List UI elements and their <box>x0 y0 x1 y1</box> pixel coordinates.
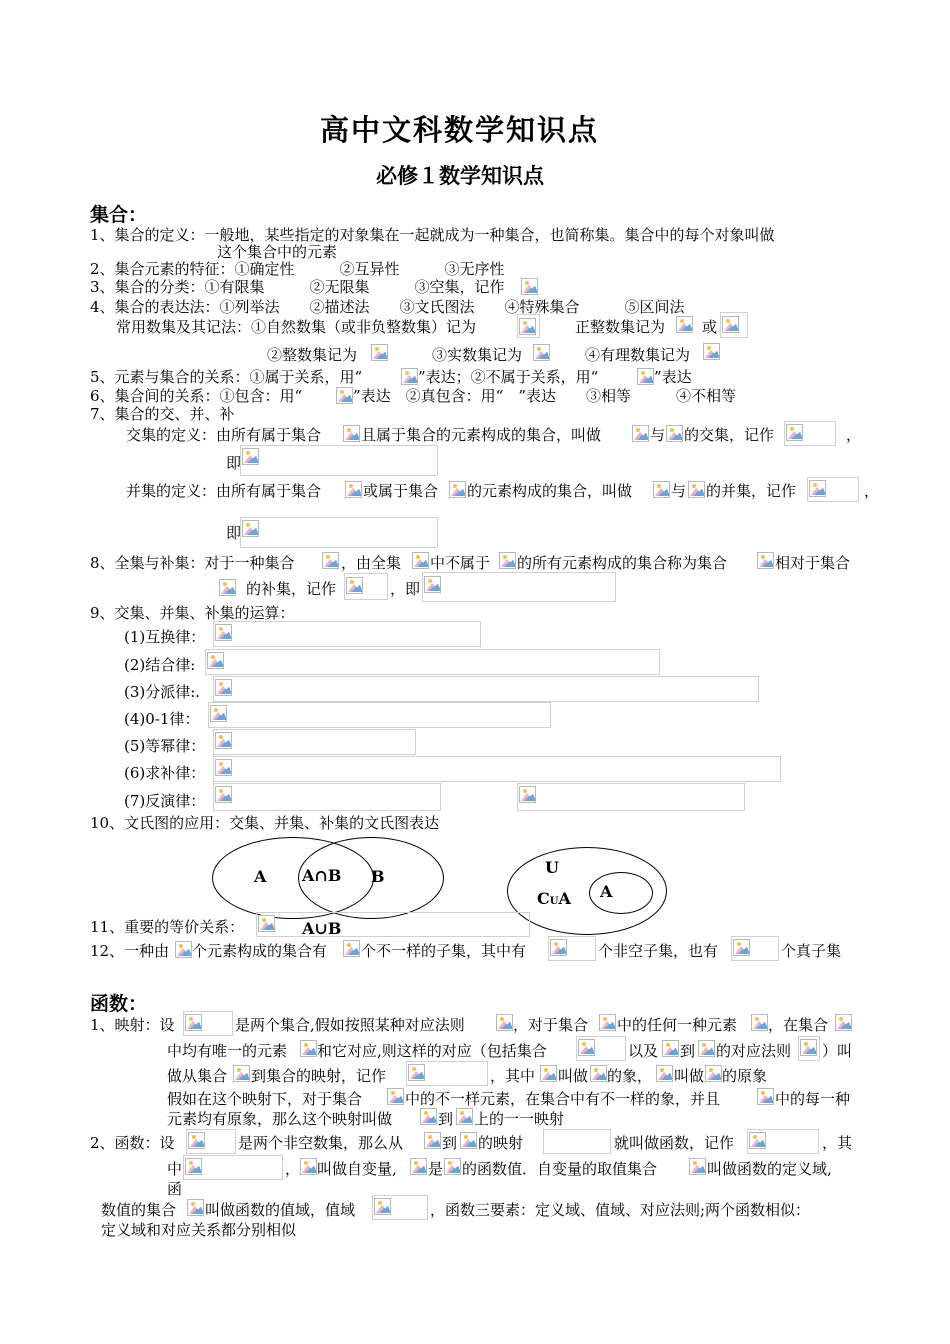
function-3a: 数值的集合 <box>101 1201 177 1219</box>
mapping-3d: 叫做 <box>558 1067 589 1085</box>
line-1-cont: 这个集合中的元素 <box>217 243 338 261</box>
formula-image-icon <box>499 552 516 569</box>
line-8-part1: 8、全集与补集：对于一种集合 <box>90 554 295 572</box>
formula-image-icon <box>387 1088 404 1105</box>
union-def-6: ， <box>864 482 880 500</box>
line-4-or: 或 <box>702 318 718 336</box>
formula-image-icon <box>688 481 705 498</box>
formula-image-icon <box>449 481 466 498</box>
formula-image-icon <box>496 1014 513 1031</box>
line-7: 7、集合的交、并、补 <box>90 405 235 423</box>
formula-box <box>784 421 836 446</box>
line-9: 9、交集、并集、补集的运算： <box>90 604 295 622</box>
line-10: 10、文氏图的应用：交集、并集、补集的文氏图表达 <box>90 814 440 832</box>
formula-image-icon <box>590 1065 607 1082</box>
function-1b: 是两个非空数集，那么从 <box>238 1134 404 1152</box>
formula-image-icon <box>300 1158 317 1175</box>
law-zero-one: (4)0-1律： <box>124 710 200 728</box>
function-1c: 到 <box>442 1134 458 1152</box>
intersection-def-6: 即 <box>226 454 242 472</box>
formula-image-icon <box>219 579 236 596</box>
formula-image-icon <box>632 425 649 442</box>
mapping-1c: ，对于集合 <box>513 1016 589 1034</box>
mapping-2e: 的对应法则 <box>716 1042 792 1060</box>
formula-image-icon <box>233 1065 250 1082</box>
formula-image-icon <box>412 552 429 569</box>
formula-box <box>576 1036 626 1061</box>
formula-image-icon <box>540 1065 557 1082</box>
line-8-part4: 的所有元素构成的集合称为集合 <box>517 554 728 572</box>
formula-image-icon <box>835 1014 852 1031</box>
mapping-4c: 中的每一种 <box>775 1090 851 1108</box>
line-4-integers: ②整数集记为 <box>267 346 358 364</box>
formula-image-icon <box>637 368 654 385</box>
line-11: 11、重要的等价关系： <box>90 918 245 936</box>
function-2g: 函 <box>167 1180 183 1198</box>
formula-image-icon <box>343 425 360 442</box>
formula-image-icon <box>757 1088 774 1105</box>
formula-box <box>747 1129 819 1154</box>
line-8-part3: 中不属于 <box>430 554 491 572</box>
line-3: 3、集合的分类：①有限集 ②无限集 ③空集，记作 <box>90 278 505 296</box>
line-5-part1: 5、元素与集合的关系：①属于关系，用“ <box>90 368 363 386</box>
line-12-part2: 个元素构成的集合有 <box>192 942 328 960</box>
formula-image-icon <box>666 425 683 442</box>
mapping-2c: 以及 <box>628 1042 659 1060</box>
formula-image-icon <box>533 344 550 361</box>
mapping-4b: 中的不一样元素，在集合中有不一样的象，并且 <box>405 1090 721 1108</box>
mapping-4a: 假如在这个映射下，对于集合 <box>167 1090 363 1108</box>
mapping-5b: 到 <box>438 1110 454 1128</box>
function-2e: 的函数值．自变量的取值集合 <box>462 1160 658 1178</box>
formula-image-icon <box>751 1014 768 1031</box>
mapping-3g: 的原象 <box>722 1067 768 1085</box>
mapping-1b: 是两个集合,假如按照某种对应法则 <box>235 1016 465 1034</box>
formula-box <box>372 1195 428 1220</box>
mapping-3c: ，其中 <box>490 1067 536 1085</box>
law-idempotent: (5)等幂律： <box>124 737 206 755</box>
line-12-part1: 12、一种由 <box>90 942 170 960</box>
venn-subset-a <box>589 872 653 914</box>
law-commutative: (1)互换律： <box>124 628 206 646</box>
function-1e: 就叫做函数，记作 <box>614 1134 735 1152</box>
line-4-reals: ③实数集记为 <box>432 346 523 364</box>
mapping-3a: 做从集合 <box>167 1067 228 1085</box>
formula-image-icon <box>424 1132 441 1149</box>
union-def-3: 的元素构成的集合，叫做 <box>467 482 633 500</box>
mapping-1e: ，在集合 <box>768 1016 829 1034</box>
line-4: 4、集合的表达法：①列举法 ②描述法 ③文氏图法 ④特殊集合 ⑤区间法 <box>90 298 685 316</box>
formula-box <box>213 756 781 782</box>
intersection-def-5: ， <box>846 426 862 444</box>
formula-image-icon <box>698 1040 715 1057</box>
formula-box <box>213 676 759 702</box>
formula-box <box>183 1011 233 1036</box>
mapping-3b: 到集合的映射，记作 <box>251 1067 387 1085</box>
line-5-part3: ”表达 <box>654 368 692 386</box>
formula-image-icon <box>456 1108 473 1125</box>
venn-label-complement: CUA <box>537 889 571 908</box>
page-subtitle: 必修１数学知识点 <box>376 163 544 188</box>
intersection-def-3: 与 <box>650 426 666 444</box>
formula-image-icon <box>371 344 388 361</box>
line-5-part2: ”表达；②不属于关系，用“ <box>418 368 599 386</box>
function-2f: 叫做函数的定义域, <box>707 1160 832 1178</box>
formula-image-icon <box>187 1199 204 1216</box>
mapping-5a: 元素均有原象，那么这个映射叫做 <box>167 1110 393 1128</box>
line-8-part2: ，由全集 <box>341 554 402 572</box>
formula-box <box>517 314 540 338</box>
formula-image-icon <box>521 278 538 295</box>
formula-image-icon <box>703 343 720 360</box>
line-2: 2、集合元素的特征：①确定性 ②互异性 ③无序性 <box>90 260 505 278</box>
union-def-5: 的并集，记作 <box>706 482 797 500</box>
formula-image-icon <box>676 316 693 333</box>
line-12-part3: 个不一样的子集，其中有 <box>361 942 527 960</box>
formula-box <box>208 702 551 728</box>
formula-box <box>256 912 530 937</box>
section-heading-function: 函数： <box>90 993 148 1015</box>
line-8-part7: ，即 <box>390 580 421 598</box>
function-2a: 中 <box>167 1160 183 1178</box>
formula-box <box>517 783 745 811</box>
line-6-part2: ”表达 ②真包含：用“ ”表达 ③相等 ④不相等 <box>353 387 737 405</box>
formula-image-icon <box>705 1065 722 1082</box>
function-1f: ，其 <box>822 1134 853 1152</box>
formula-box <box>240 445 438 476</box>
line-4-rationals: ④有理数集记为 <box>585 346 691 364</box>
formula-box <box>240 517 438 548</box>
formula-box <box>406 1061 488 1086</box>
formula-image-icon <box>599 1014 616 1031</box>
mapping-1a: 1、映射：设 <box>90 1016 175 1034</box>
formula-image-icon <box>689 1158 706 1175</box>
page-title: 高中文科数学知识点 <box>320 113 600 147</box>
formula-box <box>205 649 660 675</box>
line-4-positive: 正整数集记为 <box>575 318 666 336</box>
venn-label-a: A <box>254 867 267 886</box>
line-12-part5: 个真子集 <box>781 942 842 960</box>
mapping-2f: ）叫 <box>822 1042 853 1060</box>
formula-box <box>183 1155 283 1180</box>
formula-image-icon <box>662 1040 679 1057</box>
formula-box <box>807 477 859 502</box>
function-3b: 叫做函数的值域，值域 <box>205 1201 356 1219</box>
formula-image-icon <box>175 941 192 958</box>
formula-image-icon <box>420 1108 437 1125</box>
intersection-def-4: 的交集，记作 <box>684 426 775 444</box>
formula-image-icon <box>343 940 360 957</box>
venn-label-intersection: A∩B <box>302 866 342 885</box>
formula-box <box>213 621 481 647</box>
law-associative: (2)结合律: <box>124 656 196 674</box>
venn-label-a-inner: A <box>600 882 613 901</box>
mapping-3e: 的象， <box>607 1067 653 1085</box>
line-4-numsets: 常用数集及其记法：①自然数集（或非负整数集）记为 <box>116 318 477 336</box>
formula-box <box>422 572 616 602</box>
mapping-5c: 上的一一映射 <box>474 1110 565 1128</box>
line-8-part6: 的补集，记作 <box>246 580 337 598</box>
formula-box <box>213 729 416 755</box>
mapping-1d: 中的任何一种元素 <box>617 1016 738 1034</box>
formula-image-icon <box>345 481 362 498</box>
formula-box <box>344 573 388 600</box>
union-def-7: 即 <box>226 524 242 542</box>
function-3c: ，函数三要素：定义域、值域、对应法则;两个函数相似： <box>430 1201 811 1219</box>
function-2d: 是 <box>428 1160 444 1178</box>
formula-image-icon <box>410 1158 427 1175</box>
formula-image-icon <box>322 552 339 569</box>
union-def-1: 并集的定义：由所有属于集合 <box>126 482 322 500</box>
formula-image-icon <box>401 368 418 385</box>
formula-image-icon <box>653 481 670 498</box>
formula-image-icon <box>460 1132 477 1149</box>
function-1a: 2、函数：设 <box>90 1134 175 1152</box>
mapping-3f: 叫做 <box>674 1067 705 1085</box>
law-complement: (6)求补律： <box>124 764 206 782</box>
formula-box <box>731 936 779 961</box>
formula-box <box>213 783 441 811</box>
formula-box <box>798 1036 820 1061</box>
function-3d: 定义域和对应关系都分别相似 <box>101 1221 297 1239</box>
law-de-morgan: (7)反演律： <box>124 792 206 810</box>
venn-label-union: A∪B <box>302 919 342 938</box>
intersection-def-1: 交集的定义：由所有属于集合 <box>126 426 322 444</box>
function-2c: 叫做自变量, <box>317 1160 397 1178</box>
venn-label-u: U <box>545 858 559 877</box>
formula-image-icon <box>444 1158 461 1175</box>
formula-image-icon <box>757 552 774 569</box>
line-1: 1、集合的定义：一般地，某些指定的对象集在一起就成为一种集合，也简称集。集合中的每个对象叫做 <box>90 226 775 244</box>
intersection-def-2: 且属于集合的元素构成的集合，叫做 <box>361 426 602 444</box>
mapping-2b: 和它对应,则这样的对应（包括集合 <box>317 1042 547 1060</box>
formula-box <box>720 312 748 338</box>
line-6-part1: 6、集合间的关系：①包含：用“ <box>90 387 303 405</box>
section-heading-set: 集合： <box>90 204 148 226</box>
union-def-4: 与 <box>671 482 687 500</box>
law-distributive: (3)分派律:. <box>124 683 201 701</box>
formula-box <box>548 936 596 961</box>
line-12-part4: 个非空子集，也有 <box>598 942 719 960</box>
mapping-2a: 中均有唯一的元素 <box>167 1042 288 1060</box>
formula-image-icon <box>300 1040 317 1057</box>
formula-box <box>543 1129 611 1154</box>
function-1d: 的映射 <box>478 1134 524 1152</box>
venn-label-b: B <box>371 867 385 886</box>
union-def-2: 或属于集合 <box>363 482 439 500</box>
mapping-2d: 到 <box>680 1042 696 1060</box>
formula-box <box>186 1129 236 1154</box>
formula-image-icon <box>336 387 353 404</box>
line-8-part5: 相对于集合 <box>775 554 851 572</box>
formula-image-icon <box>656 1065 673 1082</box>
function-2b: ， <box>285 1160 301 1178</box>
